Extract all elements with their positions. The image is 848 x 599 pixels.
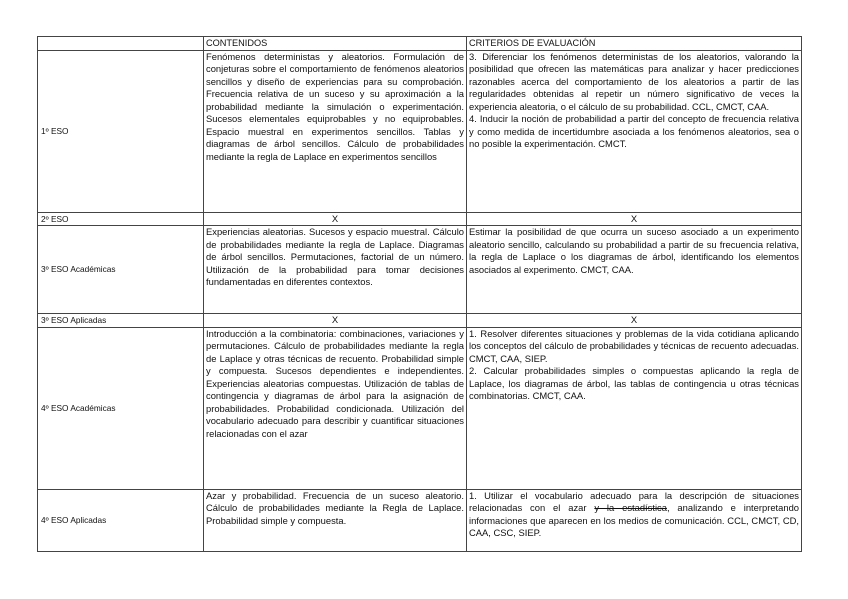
criteria-paragraph: 3. Diferenciar los fenómenos deterministas de los aleatorios, valorando la posibilidad que ofrecen las matemáticas para analizar y hacer predicciones razonables acerca del comportamiento de los aleatorios a partir de las regularidades obtenidas al repetir un número significativo de veces la experiencia aleatoria, o el cálculo de su probabilidad. CCL, CMCT, CAA. xyxy=(469,50,799,112)
criteria-cell: Estimar la posibilidad de que ocurra un suceso asociado a un experimento aleatorio sencillo, calculando su probabilidad a partir de su frecuencia relativa, la regla de Laplace o los diagramas de árbol, identificando los elementos asociados al experimento. CMCT, CAA. xyxy=(467,226,802,314)
criteria-cell xyxy=(467,327,802,489)
table-row xyxy=(38,226,802,314)
table-row xyxy=(38,314,802,328)
table-row xyxy=(38,50,802,212)
table-row xyxy=(38,212,802,226)
criteria-paragraph: 4. Inducir la noción de probabilidad a partir del concepto de frecuencia relativa y como medida de incertidumbre asociada a los fenómenos aleatorios, sea o no posible la experimentación. CMCT. xyxy=(469,113,799,149)
table-row xyxy=(38,327,802,489)
level-cell: 3º ESO Académicas xyxy=(38,226,204,314)
header-criteria: CRITERIOS DE EVALUACIÓN xyxy=(467,37,802,51)
criteria-paragraph: 1. Resolver diferentes situaciones y problemas de la vida cotidiana aplicando los conceptos del cálculo de probabilidades y técnicas de recuento adecuadas. CMCT, CAA, SIEP. xyxy=(469,327,799,364)
level-cell: 4º ESO Académicas xyxy=(38,327,204,489)
header-contents: CONTENIDOS xyxy=(204,37,467,51)
struck-text: y la estadística xyxy=(594,502,667,513)
criteria-text-before: 1. Utilizar el vocabulario adecuado para la descripción de situaciones relacionadas con el azar xyxy=(469,489,799,513)
level-cell: 1º ESO xyxy=(38,50,204,212)
curriculum-table xyxy=(37,36,802,552)
table-row xyxy=(38,489,802,551)
criteria-cell xyxy=(467,489,802,551)
level-cell: 4º ESO Aplicadas xyxy=(38,489,204,551)
level-cell: 2º ESO xyxy=(38,212,204,226)
contents-cell: X xyxy=(204,314,467,328)
contents-cell: Fenómenos deterministas y aleatorios. Formulación de conjeturas sobre el comportamiento de fenómenos aleatorios sencillos y diseño de experiencias para su comprobación. Frecuencia relativa de un suceso y su aproximación a la probabilidad mediante la simulación o experimentación. Sucesos elementales equiprobables y no equiprobables. Espacio muestral en experimentos sencillos. Tablas y diagramas de árbol sencillos. Cálculo de probabilidades mediante la regla de Laplace en experimentos sencillos xyxy=(204,50,467,212)
criteria-cell: X xyxy=(467,212,802,226)
criteria-text-after: , analizando e interpretando informaciones que aparecen en los medios de comunicación. CCL, CMCT, CD, CAA, CSC, SIEP. xyxy=(469,502,800,538)
header-level xyxy=(38,37,204,51)
contents-cell: Experiencias aleatorias. Sucesos y espacio muestral. Cálculo de probabilidades mediante la regla de Laplace. Diagramas de árbol sencillos. Permutaciones, factorial de un número. Utilización de la probabilidad para tomar decisiones fundamentadas en diferentes contextos. xyxy=(204,226,467,314)
level-cell: 3º ESO Aplicadas xyxy=(38,314,204,328)
criteria-paragraph: 2. Calcular probabilidades simples o compuestas aplicando la regla de Laplace, los diagramas de árbol, las tablas de contingencia u otras técnicas combinatorias. CMCT, CAA. xyxy=(469,365,799,401)
criteria-cell: X xyxy=(467,314,802,328)
criteria-cell xyxy=(467,50,802,212)
contents-cell: X xyxy=(204,212,467,226)
header-row xyxy=(38,37,802,51)
contents-cell: Introducción a la combinatoria: combinaciones, variaciones y permutaciones. Cálculo de probabilidades mediante la regla de Laplace y otras técnicas de recuento. Probabilidad simple y compuesta. Sucesos dependientes e independientes. Experiencias aleatorias compuestas. Utilización de tablas de contingencia y diagramas de árbol para la asignación de probabilidades. Probabilidad condicionada. Utilización del vocabulario adecuado para describir y cuantificar situaciones relacionadas con el azar xyxy=(204,327,467,489)
contents-cell: Azar y probabilidad. Frecuencia de un suceso aleatorio. Cálculo de probabilidades mediante la Regla de Laplace. Probabilidad simple y compuesta. xyxy=(204,489,467,551)
